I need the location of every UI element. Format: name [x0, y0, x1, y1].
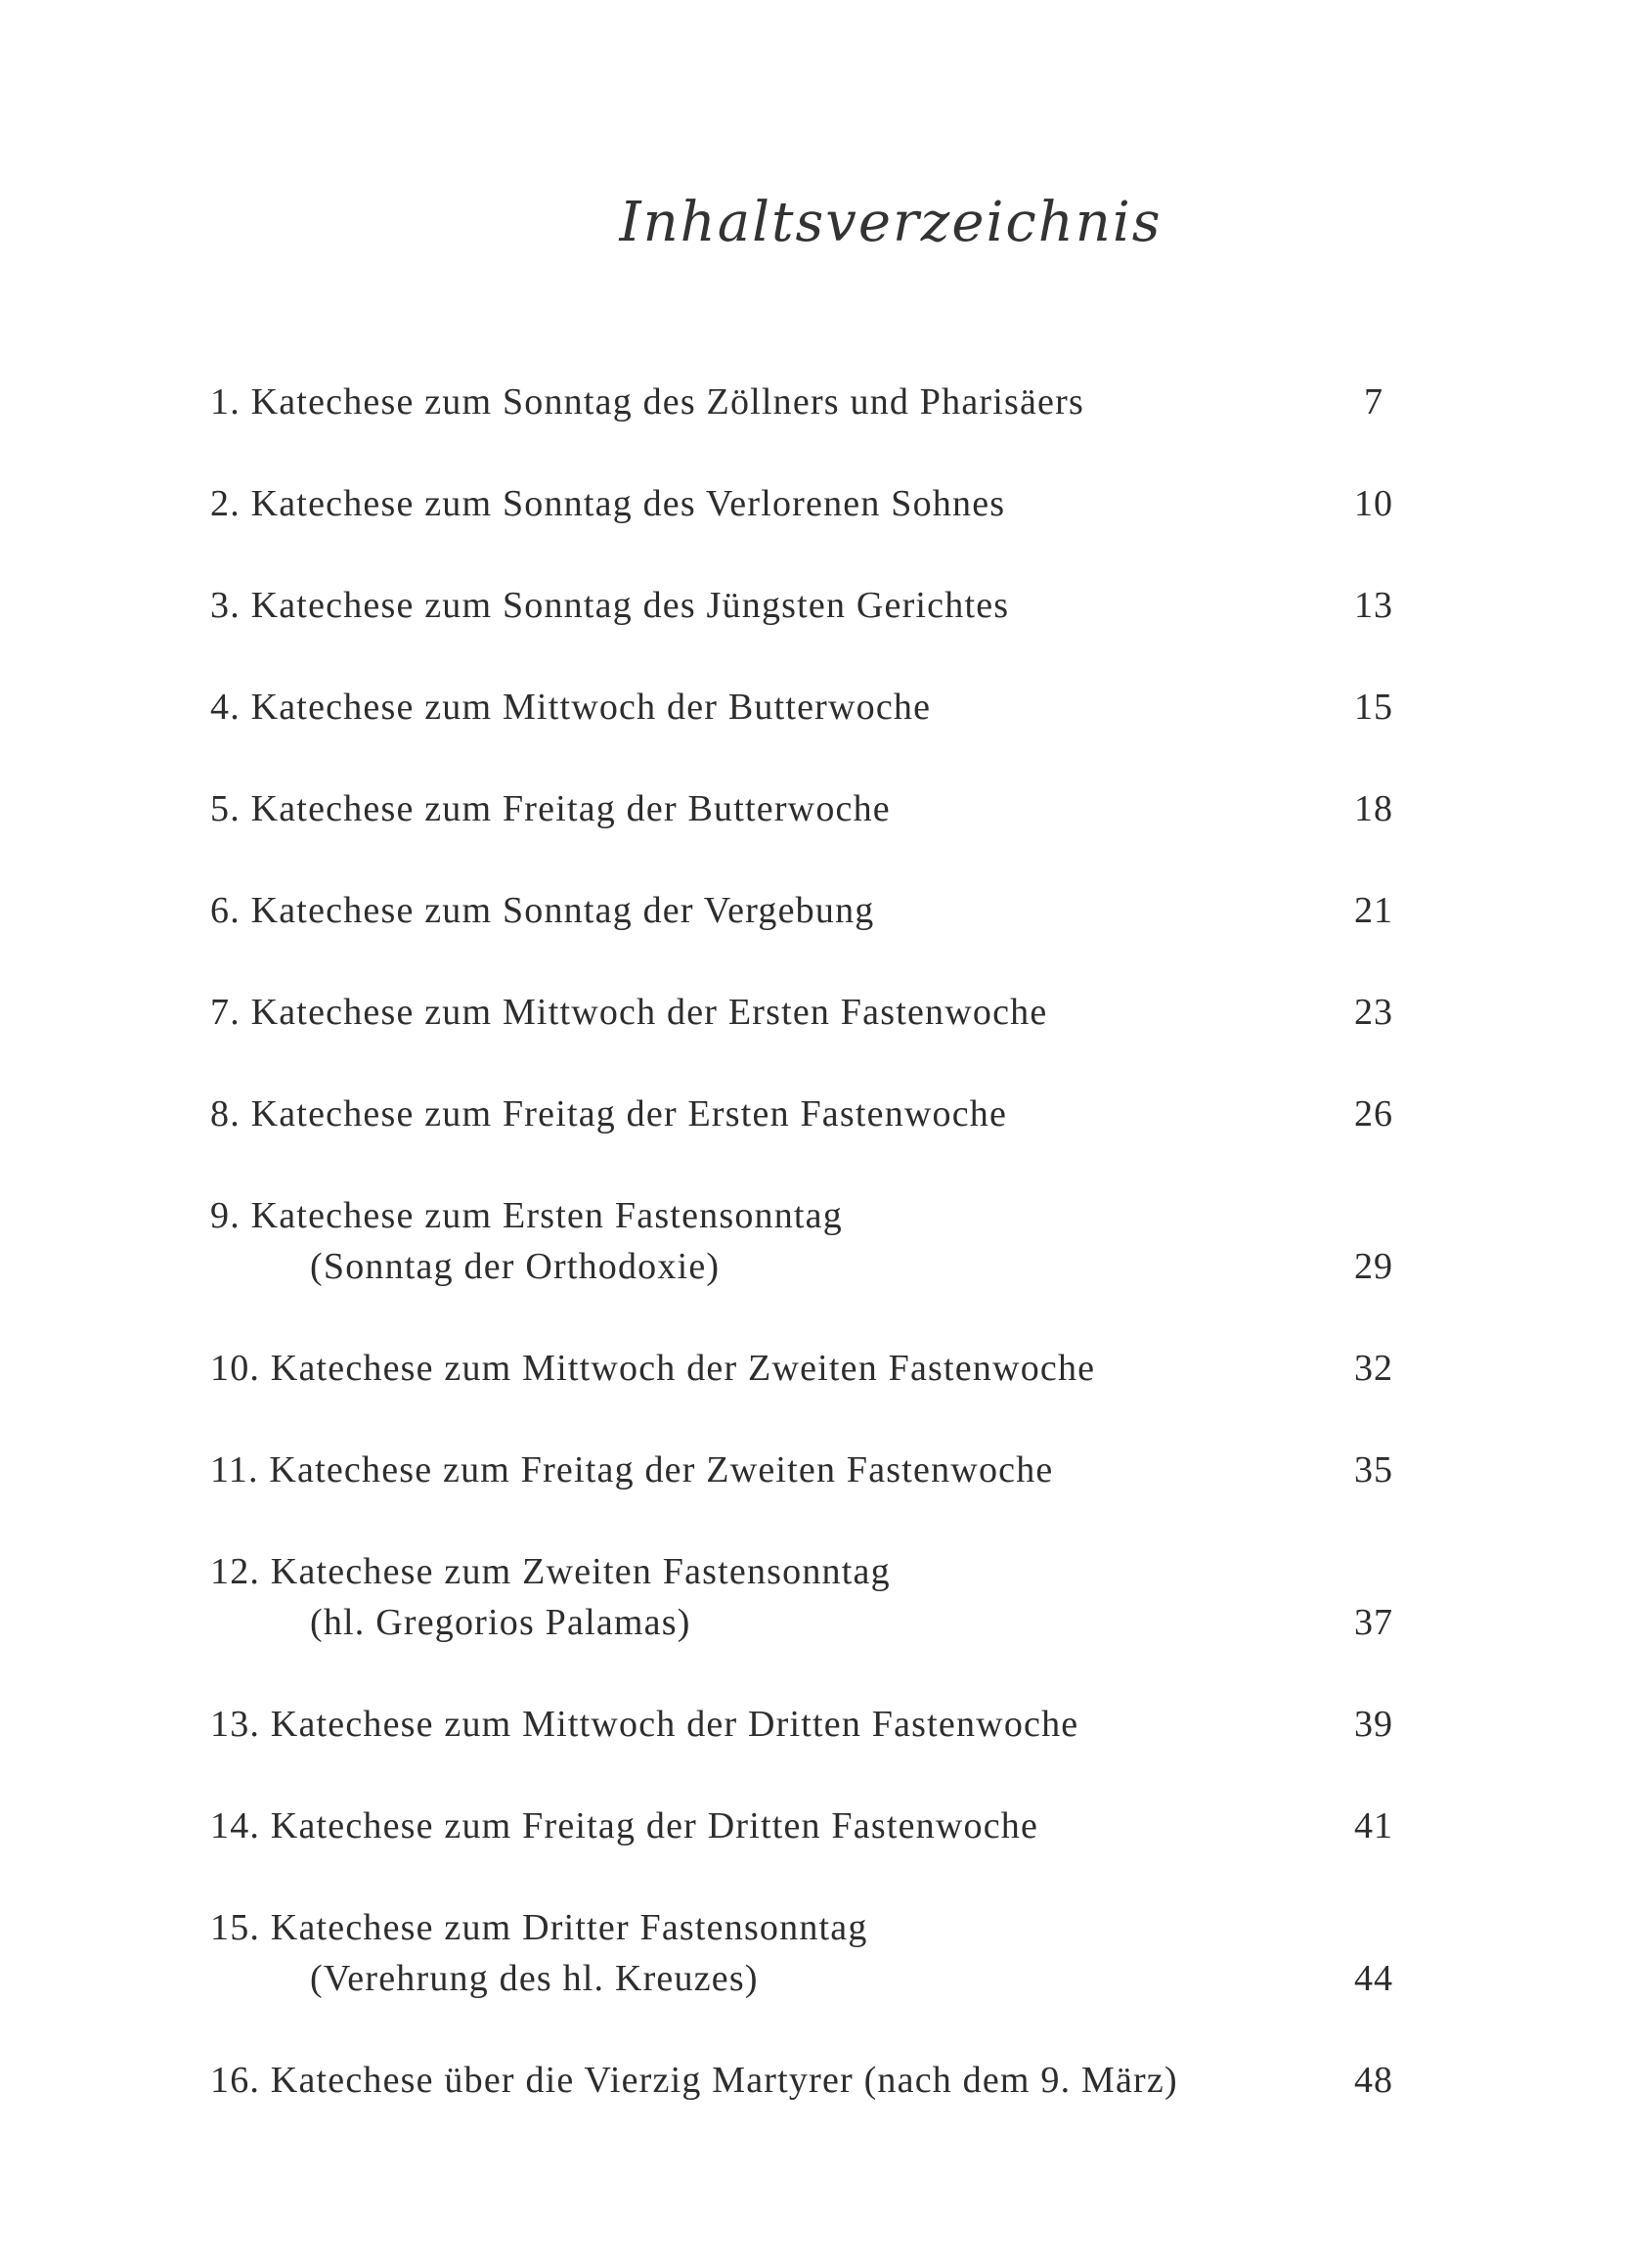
toc-entry-title: 15. Katechese zum Dritter Fastensonntag	[210, 1907, 868, 1948]
toc-entry	[210, 1801, 1432, 1851]
toc-page-number: 44	[1354, 1958, 1393, 1999]
toc-entry-title: 13. Katechese zum Mittwoch der Dritten Fastenwoche	[210, 1704, 1079, 1745]
toc-page-number: 13	[1354, 585, 1393, 626]
toc-entry	[210, 1546, 1432, 1648]
toc-entry-title: 11. Katechese zum Freitag der Zweiten Fastenwoche	[210, 1449, 1054, 1490]
page-title: Inhaltsverzeichnis	[619, 191, 1163, 254]
toc-entry	[210, 478, 1432, 529]
toc-entry-title: 16. Katechese über die Vierzig Martyrer (nach dem 9. März)	[210, 2060, 1178, 2101]
toc-page-number: 39	[1354, 1704, 1393, 1745]
toc-entry	[210, 885, 1432, 936]
toc-entry-title: 10. Katechese zum Mittwoch der Zweiten Fastenwoche	[210, 1348, 1096, 1389]
toc-entry-title: 4. Katechese zum Mittwoch der Butterwoche	[210, 687, 932, 728]
toc-page-number: 35	[1354, 1449, 1393, 1490]
toc-page-number: 41	[1354, 1805, 1393, 1846]
toc-entry-title: 8. Katechese zum Freitag der Ersten Fastenwoche	[210, 1093, 1008, 1134]
toc-page-number: 26	[1354, 1093, 1393, 1134]
toc-entry-subtitle: (hl. Gregorios Palamas)	[310, 1602, 691, 1643]
toc-entry-title: 3. Katechese zum Sonntag des Jüngsten Gerichtes	[210, 585, 1010, 626]
toc-entry-title: 12. Katechese zum Zweiten Fastensonntag	[210, 1551, 891, 1592]
toc-entry	[210, 783, 1432, 834]
toc-entry	[210, 1190, 1432, 1292]
table-of-contents	[210, 377, 1432, 2157]
toc-entry-subtitle: (Verehrung des hl. Kreuzes)	[310, 1958, 759, 1999]
toc-entry	[210, 1445, 1432, 1495]
toc-entry	[210, 1089, 1432, 1139]
toc-entry	[210, 580, 1432, 631]
toc-page-number: 48	[1354, 2060, 1393, 2101]
toc-page-number: 21	[1354, 890, 1393, 931]
toc-page-number: 23	[1354, 992, 1393, 1033]
toc-entry	[210, 2055, 1432, 2106]
toc-page-number: 15	[1354, 687, 1393, 728]
toc-page-number: 7	[1364, 381, 1383, 422]
toc-entry-title: 2. Katechese zum Sonntag des Verlorenen Sohnes	[210, 483, 1006, 524]
toc-entry	[210, 1902, 1432, 2004]
toc-entry-subtitle: (Sonntag der Orthodoxie)	[310, 1246, 721, 1287]
toc-entry-title: 6. Katechese zum Sonntag der Vergebung	[210, 890, 875, 931]
toc-page-number: 37	[1354, 1602, 1393, 1643]
toc-entry	[210, 1343, 1432, 1394]
toc-entry-title: 7. Katechese zum Mittwoch der Ersten Fastenwoche	[210, 992, 1048, 1033]
toc-entry	[210, 682, 1432, 733]
toc-page-number: 29	[1354, 1246, 1393, 1287]
toc-entry-title: 14. Katechese zum Freitag der Dritten Fastenwoche	[210, 1805, 1039, 1846]
toc-entry-title: 1. Katechese zum Sonntag des Zöllners und Pharisäers	[210, 381, 1084, 422]
toc-page-number: 18	[1354, 788, 1393, 829]
toc-page-number: 32	[1354, 1348, 1393, 1389]
toc-entry	[210, 1699, 1432, 1750]
toc-entry	[210, 377, 1432, 427]
toc-entry-title: 5. Katechese zum Freitag der Butterwoche	[210, 788, 891, 829]
toc-entry	[210, 987, 1432, 1038]
toc-entry-title: 9. Katechese zum Ersten Fastensonntag	[210, 1195, 843, 1236]
toc-page-number: 10	[1354, 483, 1393, 524]
